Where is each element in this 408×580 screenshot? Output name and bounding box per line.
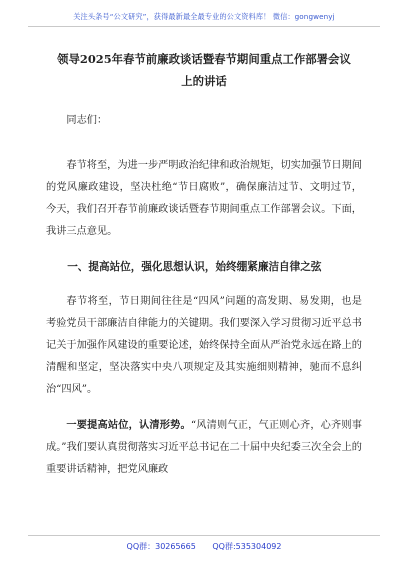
header-divider [28,26,380,27]
footer-qq1: QQ群：30265665 [126,542,196,551]
section1-heading: 一、提高站位，强化思想认识，始终绷紧廉洁自律之弦 [67,261,322,274]
subsection1-lead: 一要提高站位，认清形势。 [66,419,191,432]
spacer [46,401,362,414]
document-title-line1: 领导2025年春节前廉政谈话暨春节期间重点工作部署会议 [57,52,351,66]
spacer [46,278,362,291]
greeting: 同志们： [66,115,108,126]
intro-paragraph: 春节将至，为进一步严明政治纪律和政治规矩，切实加强节日期间的党风廉政建设，坚决杜绝“节日腐败”，确保廉洁过节、文明过节，今天，我们召开春节前廉政谈话暨春节期间重点工作部署会议。下面，我讲三点意见。 [46,160,362,238]
footer-banner [0,541,408,552]
subsection1-text: “风清则气正，气正则心齐，心齐则事成。”我们要认真贯彻落实习近平总书记在二十届中央纪委三次全会上的重要讲话精神，把党风廉政 [46,420,362,476]
document-page [46,48,362,481]
spacer [46,243,362,256]
header-banner-text: 关注头条号“公文研究”，获得最新最全最专业的公文资料库！ 微信：gongwenyj [73,12,335,21]
section1-paragraph: 春节将至，节日期间往往是“四风”问题的高发期、易发期，也是考验党员干部廉洁自律能力的关键期。我们要深入学习贯彻习近平总书记关于加强作风建设的重要论述，始终保持全面从严治党永远在路上的清醒和坚定，坚决落实中央八项规定及其实施细则精神，驰而不息纠治“四风”。 [46,296,362,396]
document-title-line2: 上的讲话 [181,74,227,88]
footer-divider [28,535,380,536]
subsection1-paragraph [46,414,362,481]
header-banner [0,12,408,22]
spacer [46,142,362,155]
footer-qq2: QQ群:535304092 [212,542,282,551]
